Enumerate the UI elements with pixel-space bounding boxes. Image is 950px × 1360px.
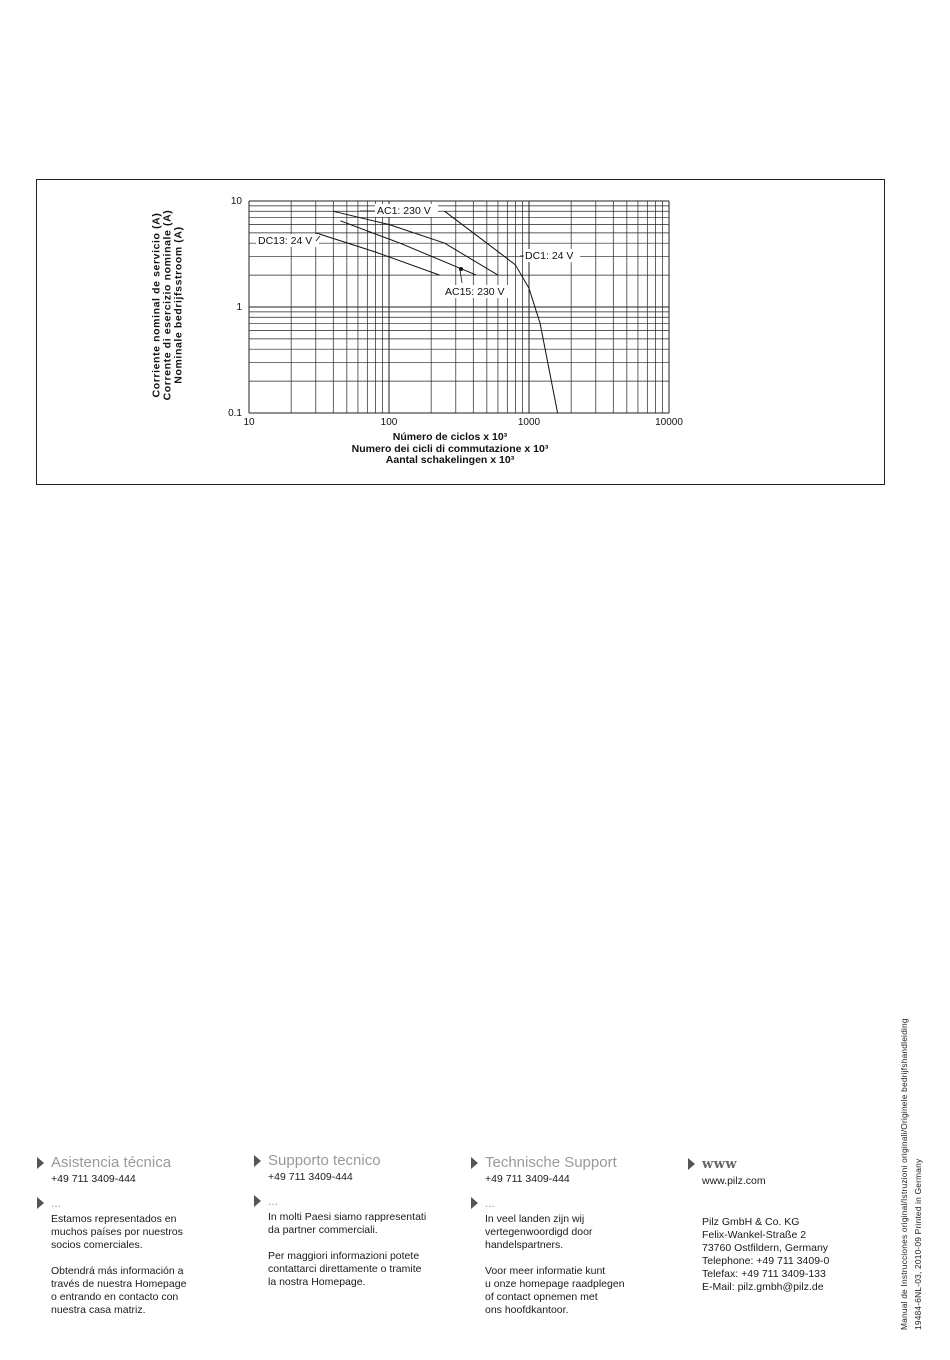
series-annotation: AC15: 230 V: [445, 286, 505, 298]
description-paragraph: In veel landen zijn wij vertegenwoordigd door handelspartners.: [485, 1213, 593, 1251]
column-heading: Asistencia técnica: [51, 1154, 256, 1172]
x-tick-label: 10: [243, 417, 255, 428]
footer-column-nl: [485, 1154, 690, 1317]
support-phone: +49 711 3409-444: [268, 1171, 353, 1183]
contact-paragraph: Voor meer informatie kunt u onze homepage raadplegen of contact opnemen met ons hoofdkantoor.: [485, 1265, 625, 1316]
triangle-bullet-icon: [254, 1155, 261, 1167]
company-address: Pilz GmbH & Co. KG Felix-Wankel-Straße 2 73760 Ostfildern, Germany Telephone: +49 711 3409-0 Telefax: +49 711 3409-133 E-Mail: pilz.gmbh@pilz.de: [702, 1216, 907, 1294]
footer-column-es: [51, 1154, 256, 1317]
contact-paragraph: Per maggiori informazioni potete contattarci direttamente o tramite la nostra Homepage.: [268, 1250, 422, 1288]
more-dots: ...: [51, 1198, 256, 1208]
y-axis-label-line: Corriente nominal de servicio (A): [150, 212, 163, 398]
x-axis-label-line: Número de ciclos x 10³: [392, 431, 508, 443]
footer-column-www: [702, 1156, 907, 1294]
column-heading: www: [702, 1156, 907, 1174]
annotation-leader: [460, 270, 462, 283]
y-axis-label-line: Nominale bedrijfsstroom (A): [172, 226, 185, 384]
support-phone: +49 711 3409-444: [485, 1173, 570, 1185]
series-annotation: AC1: 230 V: [377, 205, 431, 217]
website-link[interactable]: www.pilz.com: [702, 1175, 766, 1187]
triangle-bullet-icon: [471, 1197, 478, 1209]
column-heading: Supporto tecnico: [268, 1152, 473, 1170]
description-paragraph: In molti Paesi siamo rappresentati da partner commerciali.: [268, 1211, 427, 1236]
triangle-bullet-icon: [688, 1158, 695, 1170]
description-paragraph: Estamos representados en muchos países por nuestros socios comerciales.: [51, 1213, 183, 1251]
document-number-vertical: 19484-6NL-03, 2010-09 Printed in Germany: [913, 1158, 923, 1330]
series-annotation: DC1: 24 V: [525, 250, 574, 262]
triangle-bullet-icon: [471, 1157, 478, 1169]
email-address[interactable]: E-Mail: pilz.gmbh@pilz.de: [702, 1281, 824, 1293]
more-dots: ...: [268, 1196, 473, 1206]
y-axis-label-line: Corrente di esercizio nominale (A): [161, 209, 174, 401]
triangle-bullet-icon: [37, 1197, 44, 1209]
series-annotation: DC13: 24 V: [258, 235, 313, 247]
x-axis-label-line: Numero dei cicli di commutazione x 10³: [351, 442, 549, 455]
annotation-marker: [459, 267, 463, 271]
y-tick-label: 10: [230, 196, 242, 207]
y-tick-label: 1: [236, 302, 242, 313]
contact-paragraph: Obtendrá más información a través de nuestra Homepage o entrando en contacto con nuestra casa matriz.: [51, 1265, 187, 1316]
triangle-bullet-icon: [37, 1157, 44, 1169]
y-tick-label: 0.1: [228, 408, 242, 419]
x-axis-label-line: Aantal schakelingen x 10³: [385, 454, 515, 466]
chart-svg: [0, 0, 950, 500]
series-line: [316, 233, 440, 275]
footer-column-it: [268, 1152, 473, 1289]
manual-title-vertical: Manual de Instrucciones original/Istruzioni originali/Originele bedrijfshandleiding: [899, 1018, 909, 1330]
x-tick-label: 10000: [655, 417, 683, 428]
x-tick-label: 100: [380, 417, 398, 428]
more-dots: ...: [485, 1198, 690, 1208]
x-tick-label: 1000: [517, 417, 541, 428]
column-heading: Technische Support: [485, 1154, 690, 1172]
support-phone: +49 711 3409-444: [51, 1173, 136, 1185]
triangle-bullet-icon: [254, 1195, 261, 1207]
